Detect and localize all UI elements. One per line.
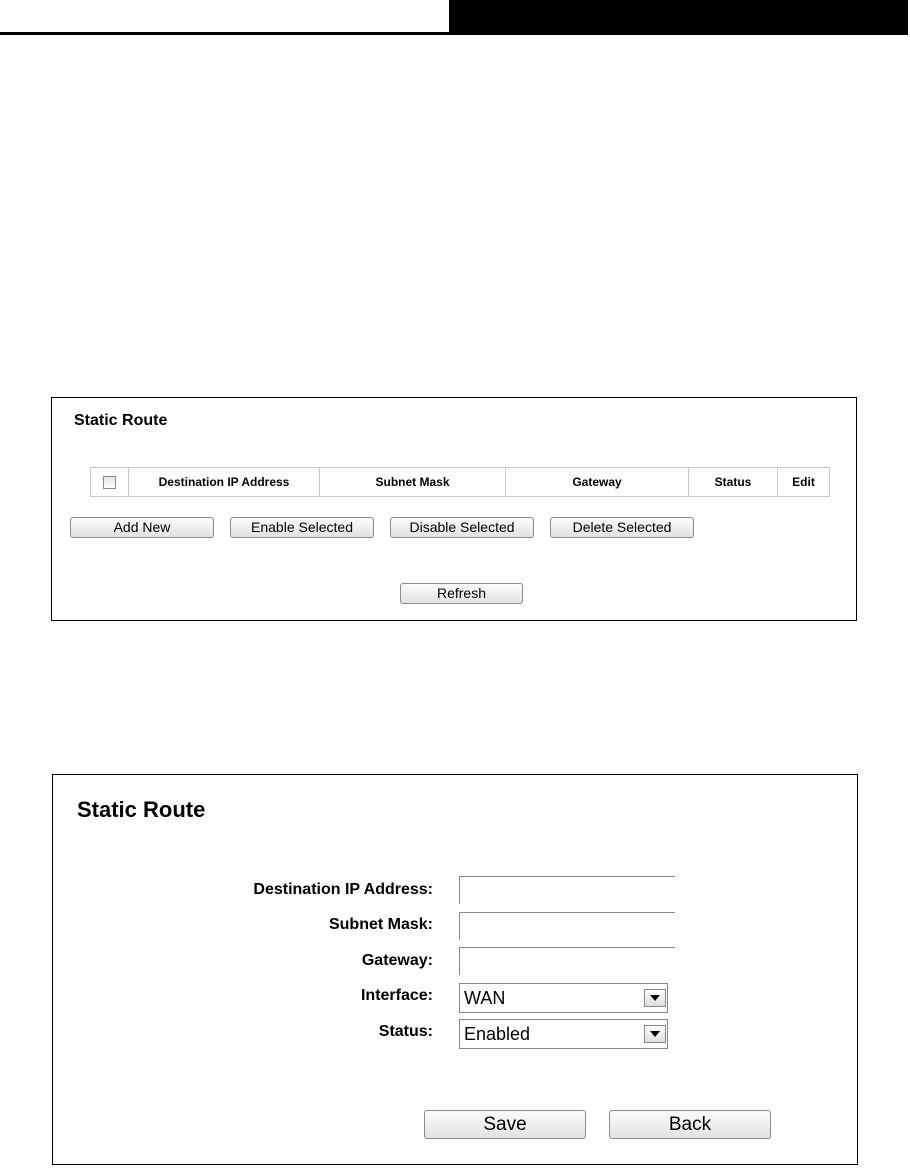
enable-selected-button[interactable]: Enable Selected [230, 517, 374, 538]
gateway-label: Gateway: [361, 952, 433, 969]
add-new-button[interactable]: Add New [70, 517, 214, 538]
delete-selected-button[interactable]: Delete Selected [550, 517, 694, 538]
chevron-down-icon[interactable] [644, 989, 666, 1007]
destination-ip-input[interactable] [459, 876, 675, 904]
col-destination-ip: Destination IP Address [129, 468, 320, 497]
header-black-bar [449, 0, 908, 35]
save-button[interactable]: Save [424, 1110, 586, 1139]
subnet-mask-input[interactable] [459, 912, 675, 940]
interface-selected-value: WAN [464, 988, 506, 1008]
chevron-down-icon[interactable] [644, 1025, 666, 1043]
gateway-input[interactable] [459, 947, 675, 975]
col-edit: Edit [778, 468, 830, 497]
status-selected-value: Enabled [464, 1024, 531, 1044]
interface-label: Interface: [360, 987, 433, 1004]
back-button[interactable]: Back [609, 1110, 771, 1139]
select-all-checkbox[interactable] [103, 476, 116, 489]
select-all-cell [91, 468, 129, 497]
destination-ip-label: Destination IP Address: [253, 881, 433, 898]
route-table [90, 467, 830, 497]
status-select[interactable] [459, 1019, 668, 1049]
col-gateway: Gateway [506, 468, 689, 497]
subnet-mask-label: Subnet Mask: [328, 916, 433, 933]
refresh-button[interactable]: Refresh [400, 583, 523, 604]
status-label: Status: [378, 1023, 433, 1040]
static-route-form-panel [52, 774, 858, 1165]
panel-title: Static Route [77, 797, 206, 822]
panel-title: Static Route [74, 412, 168, 429]
col-status: Status [689, 468, 778, 497]
static-route-list-panel [51, 397, 857, 621]
interface-select[interactable] [459, 983, 668, 1013]
col-subnet-mask: Subnet Mask [320, 468, 506, 497]
table-header-row [91, 468, 830, 497]
disable-selected-button[interactable]: Disable Selected [390, 517, 534, 538]
